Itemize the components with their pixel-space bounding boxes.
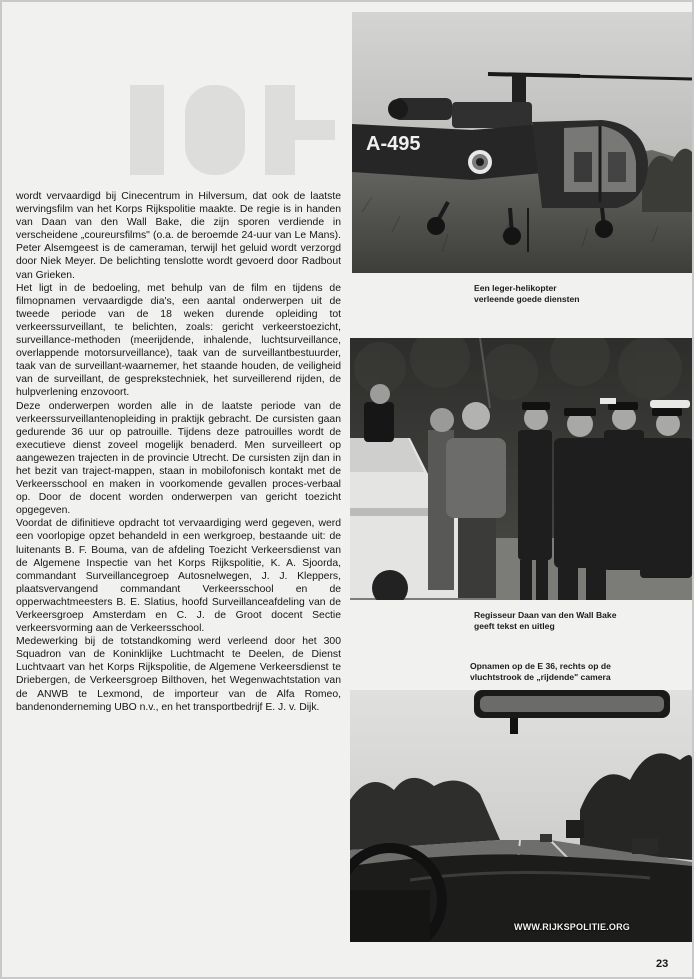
paragraph-4: Voordat de difinitieve opdracht tot vervaardiging werd gegeven, werd een voorlopige opzet behandeld in een werkgroep, bestaande uit: de luitenants B. F. Bouma, van de afdeling Toezicht Verkeersdienst van de Algemene Inspectie van het Korps Rijkspolitie, K. A. Sjoorda, commandant Surveillancegroep Autosnelwegen, J. J. Kleppers, plaatsvervangend commandant Verkeersschool en de opperwachtmeesters B. E. Slatius, hoofd Surveillanceafdeling van de Verkeersgroep Amsterdam en C. J. de Groot docent Sectie verkeersvorming aan de Verkeersschool. (16, 518, 341, 635)
paragraph-3: Deze onderwerpen worden alle in de laatste periode van de verkeerssurveillantenopleiding in praktijk gebracht. De cursisten gaan gedurende 36 uur op patrouille. Tijdens deze patrouilles wordt de executieve dienst zoveel mogelijk benaderd. Men surveilleert op aangewezen trajecten in de provincie Utrecht. De cursisten zijn dan in het bezit van traject-mappen, staan in mobilofonisch kontakt met de Verkeersschool en maken in voorkomende gevallen proces-verbaal op. Door de docent worden onderwerpen van gericht toezicht opgegeven. (16, 400, 341, 517)
road-illustration (350, 690, 692, 942)
road-caption (470, 661, 680, 683)
caption-line: vluchtstrook de „rijdende" camera (470, 672, 611, 682)
article-text (16, 190, 341, 714)
caption-line: Regisseur Daan van den Wall Bake (474, 610, 617, 620)
officers-illustration (350, 338, 692, 600)
bleed-through-lettering (130, 80, 340, 190)
caption-line: verleende goede diensten (474, 294, 580, 304)
tail-marking: A-495 (366, 133, 421, 155)
helicopter-illustration (352, 12, 692, 273)
page-number: 23 (656, 958, 669, 970)
helicopter-photo (352, 12, 692, 273)
paragraph-1: wordt vervaardigd bij Cinecentrum in Hilversum, dat ook de laatste wervingsfilm van het Korps Rijkspolitie maakte. De regie is in handen van Daan van den Wall Bake, die zijn sporen verdiende in verscheidene „coureursfilms" (o.a. de beroemde 24-uur van Le Mans). Peter Alsemgeest is de cameraman, terwijl het geluid wordt verzorgd door Niek Meyer. De belichting tenslotte wordt gevoerd door Radbout van Grieken. (16, 191, 341, 281)
watermark: WWW.RIJKSPOLITIE.ORG (514, 922, 630, 932)
caption-line: geeft tekst en uitleg (474, 621, 555, 631)
paragraph-5: Medewerking bij de totstandkoming werd verleend door het 300 Squadron van de Koninklijke Luchtmacht te Deelen, de Dienst Luchtvaart van het Korps Rijkspolitie, de Algemene Verkeersdienst te Driebergen, de Verkeersgroep Bilthoven, het Wegenwachtstation van de ANWB te Lexmond, de importeur van de Alfa Romeo, bandenonderneming UBO n.v., en het transportbedrijf E. J. v. Dijk. (16, 636, 341, 713)
officers-photo (350, 338, 692, 600)
paragraph-2: Het ligt in de bedoeling, met behulp van de film en tijdens de filmopnamen vervaardigde dia's, een aantal onderwerpen uit de tweede periode van de 18 weken durende opleiding tot verkeerssurveillant, te belichten, zoals: gericht verkeerstoezicht, surveillance-methoden (meerijdende, inhalende, luchtsurveillance, overlappende motorsurveillance), taak van de surveillantbestuurder, taak van de surveillant-waarnemer, het staande houden, de veiligheid van de surveillant, de gesprekstechniek, het surveillerend rijden, de hulpverlening enzovoort. (16, 282, 341, 399)
officers-caption (474, 610, 674, 632)
road-photo (350, 690, 692, 942)
caption-line: Een leger-helikopter (474, 283, 557, 293)
helicopter-caption (474, 283, 674, 305)
caption-line: Opnamen op de E 36, rechts op de (470, 661, 611, 671)
